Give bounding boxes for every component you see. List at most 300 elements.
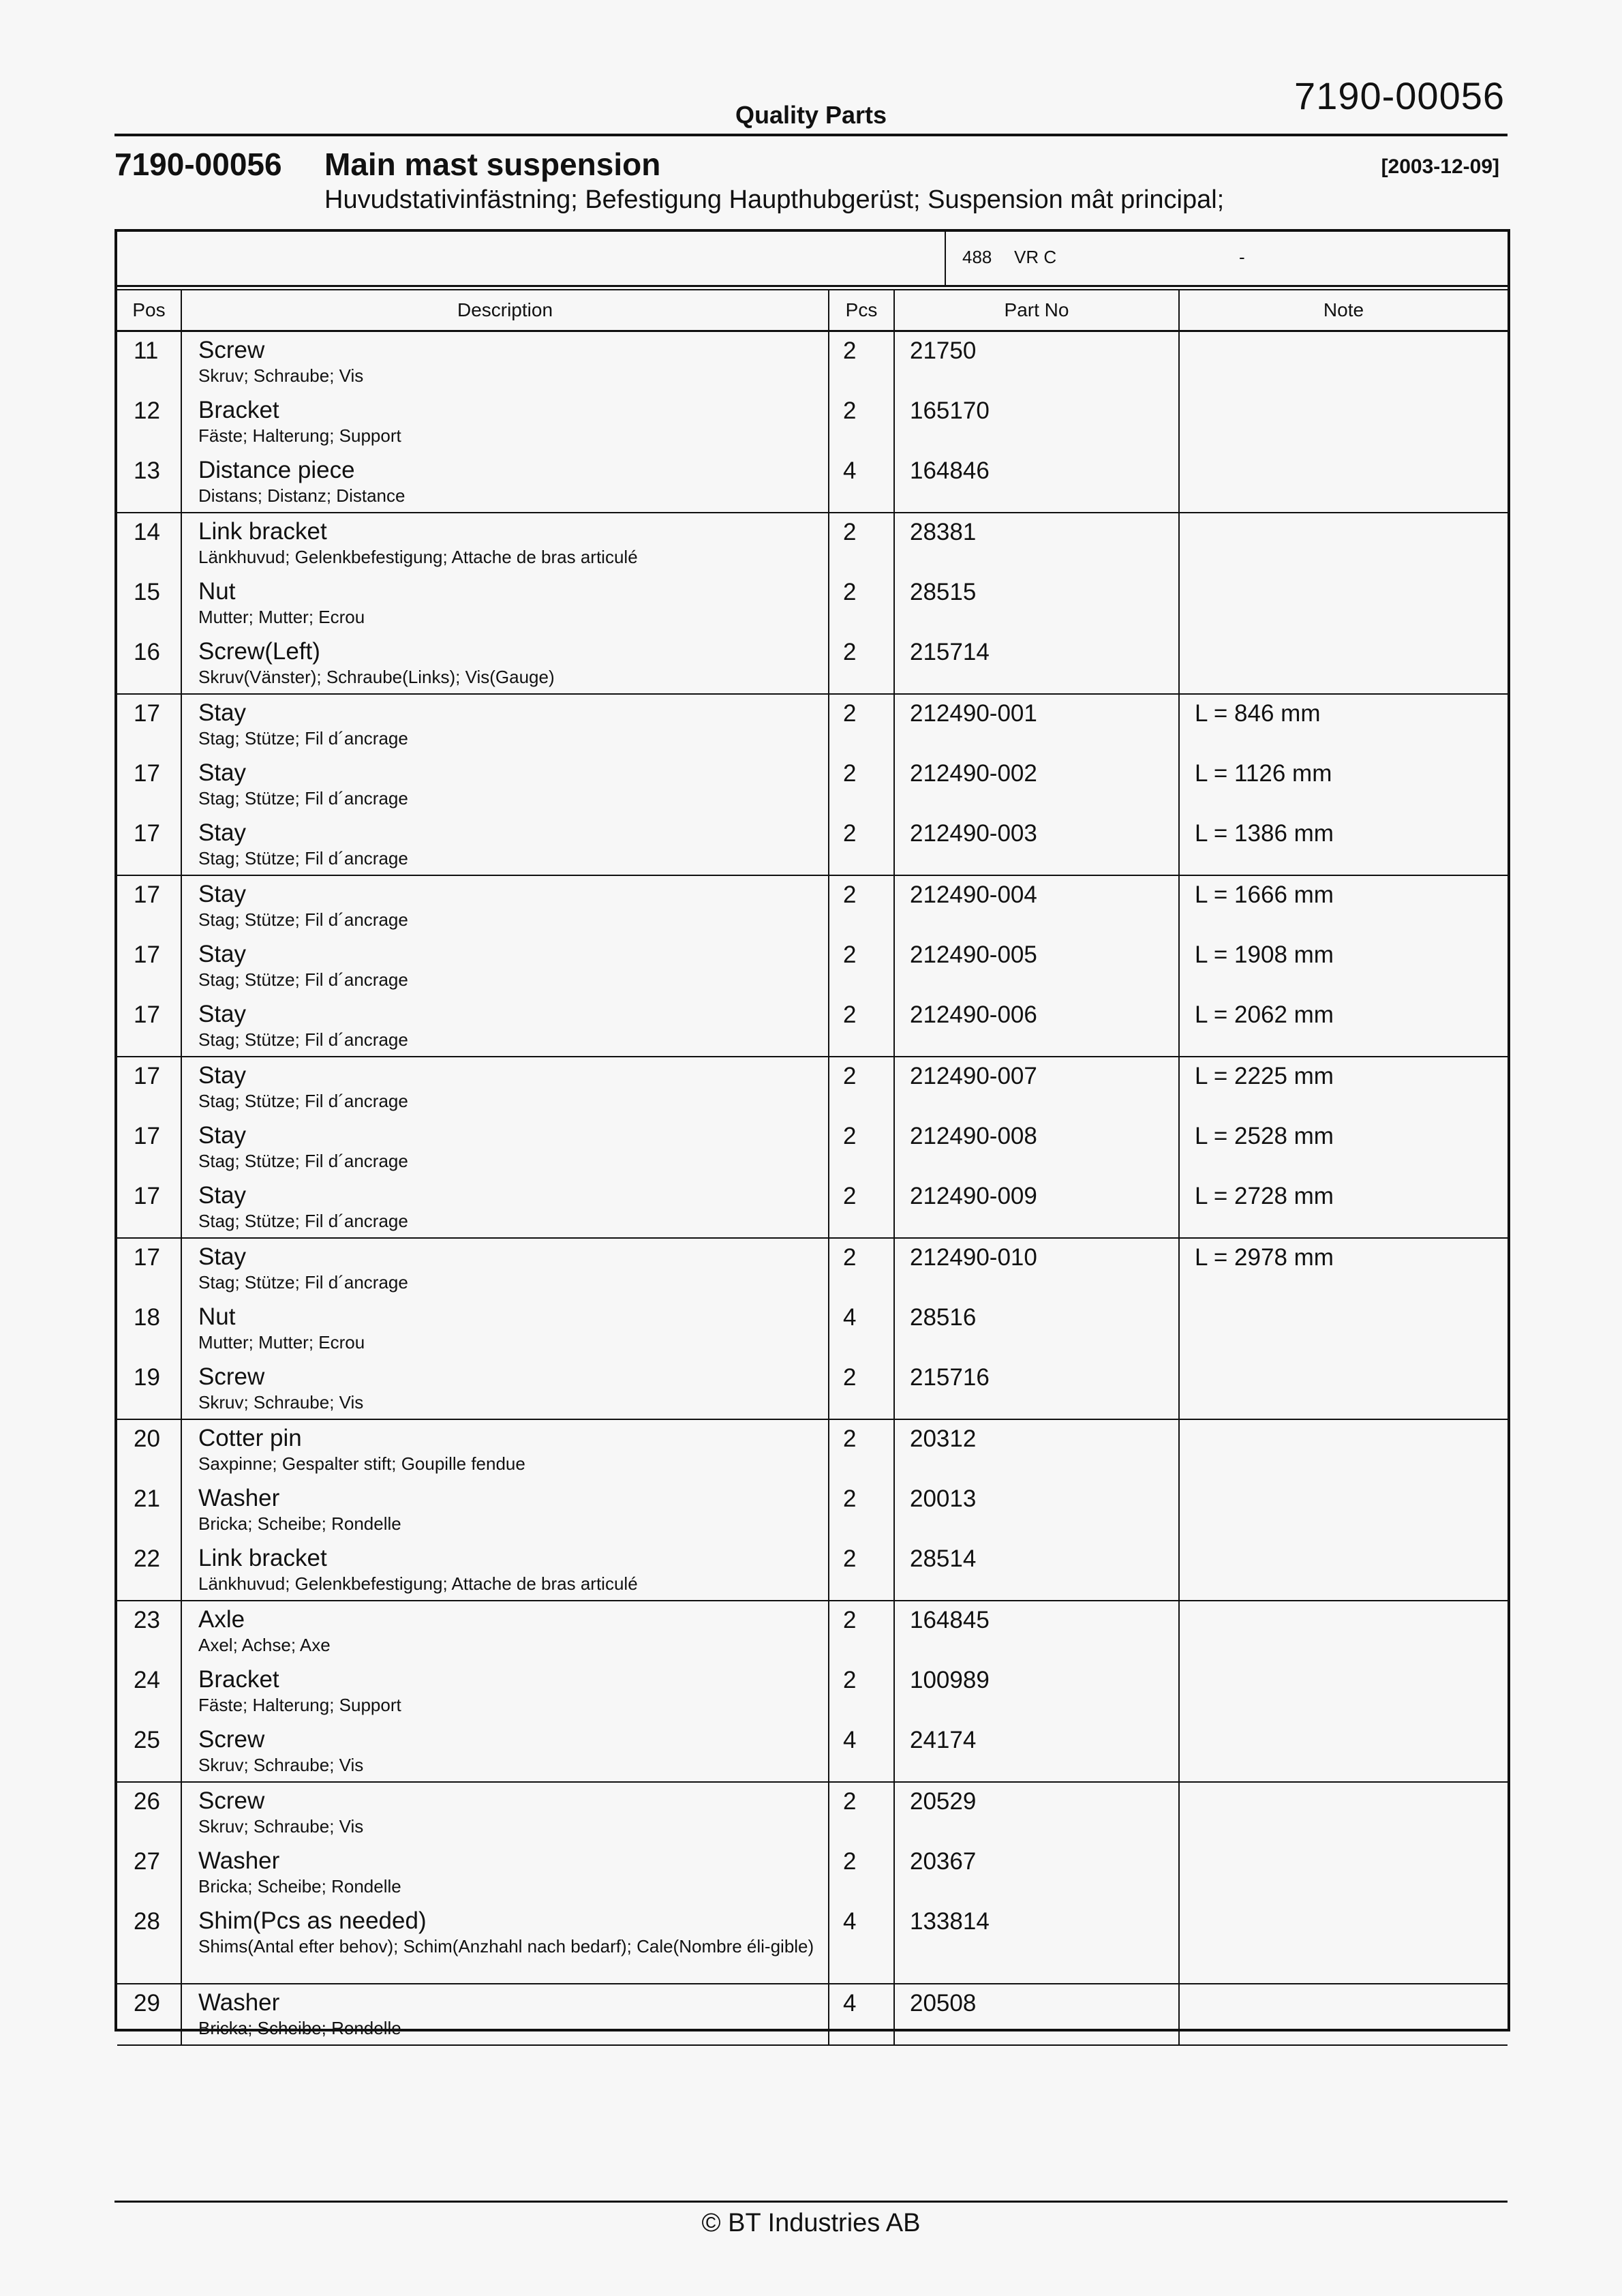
part-note-cell — [1179, 392, 1508, 452]
part-pos-cell — [117, 513, 181, 573]
part-description-cell — [181, 1601, 829, 1661]
part-quantity-cell — [829, 875, 894, 936]
part-translation: Axel; Achse; Axe — [198, 1635, 331, 1655]
part-number-cell — [894, 1540, 1179, 1601]
part-quantity-cell — [829, 1721, 894, 1782]
part-description-cell — [181, 1540, 829, 1601]
table-row — [117, 1601, 1508, 1661]
part-pos-cell — [117, 452, 181, 513]
part-quantity-cell — [829, 1540, 894, 1601]
part-number: 212490-010 — [910, 1244, 1037, 1271]
part-note: L = 1908 mm — [1195, 941, 1334, 968]
footer-copyright: © BT Industries AB — [701, 2209, 921, 2237]
table-row — [117, 1661, 1508, 1721]
page-subtitle: Huvudstativinfästning; Befestigung Haupthubgerüst; Suspension mât principal; — [324, 185, 1225, 214]
part-description-cell — [181, 1480, 829, 1540]
part-number-cell — [894, 815, 1179, 875]
part-quantity-cell — [829, 1238, 894, 1299]
part-name: Stay — [198, 881, 247, 907]
part-translation: Shims(Antal efter behov); Schim(Anzhahl nach bedarf); Cale(Nombre éli-gible) — [198, 1936, 814, 1957]
part-translation: Fäste; Halterung; Support — [198, 1695, 401, 1715]
part-quantity-cell — [829, 1419, 894, 1480]
part-note: L = 2225 mm — [1195, 1063, 1334, 1089]
part-number-cell — [894, 694, 1179, 755]
part-description-cell — [181, 996, 829, 1057]
part-number: 212490-007 — [910, 1063, 1037, 1089]
part-translation: Stag; Stütze; Fil d´ancrage — [198, 1151, 408, 1171]
part-quantity: 2 — [843, 1848, 857, 1875]
part-number-cell — [894, 1419, 1179, 1480]
part-translation: Saxpinne; Gespalter stift; Goupille fendue — [198, 1453, 525, 1474]
page-title: Main mast suspension — [324, 147, 661, 182]
part-number: 100989 — [910, 1667, 990, 1693]
part-number: 212490-004 — [910, 881, 1037, 908]
header-divider — [114, 134, 1508, 136]
table-row — [117, 694, 1508, 755]
part-pos-cell — [117, 1721, 181, 1782]
part-pos-cell — [117, 573, 181, 633]
title-number: 7190-00056 — [114, 147, 282, 182]
part-translation: Bricka; Scheibe; Rondelle — [198, 1876, 401, 1897]
part-number-cell — [894, 1661, 1179, 1721]
part-description-cell — [181, 573, 829, 633]
part-quantity-cell — [829, 815, 894, 875]
part-note — [1180, 633, 1508, 639]
part-note-cell — [1179, 452, 1508, 513]
part-translation: Stag; Stütze; Fil d´ancrage — [198, 969, 408, 990]
part-note-cell — [1179, 1299, 1508, 1359]
part-pos: 14 — [134, 519, 160, 545]
part-pos-cell — [117, 694, 181, 755]
part-translation: Stag; Stütze; Fil d´ancrage — [198, 909, 408, 930]
part-pos: 17 — [134, 1183, 160, 1209]
part-quantity: 2 — [843, 820, 857, 847]
part-quantity: 2 — [843, 639, 857, 665]
part-description-cell — [181, 452, 829, 513]
part-pos-cell — [117, 1601, 181, 1661]
part-note-cell — [1179, 633, 1508, 694]
part-quantity: 2 — [843, 760, 857, 787]
part-name: Link bracket — [198, 1545, 327, 1571]
part-description-cell — [181, 1903, 829, 1984]
part-name: Washer — [198, 1847, 280, 1874]
part-number-cell — [894, 1177, 1179, 1238]
part-number: 21750 — [910, 337, 977, 364]
table-row — [117, 452, 1508, 513]
part-name: Stay — [198, 1062, 247, 1089]
part-translation: Länkhuvud; Gelenkbefestigung; Attache de bras articulé — [198, 1573, 638, 1594]
part-number: 212490-008 — [910, 1123, 1037, 1149]
table-row — [117, 1419, 1508, 1480]
part-pos-cell — [117, 331, 181, 393]
table-row — [117, 1903, 1508, 1984]
part-translation: Stag; Stütze; Fil d´ancrage — [198, 1211, 408, 1231]
part-number-cell — [894, 513, 1179, 573]
part-pos: 24 — [134, 1667, 160, 1693]
part-number: 215714 — [910, 639, 990, 665]
part-number: 215716 — [910, 1364, 990, 1391]
parts-list — [114, 229, 1510, 2038]
part-quantity-cell — [829, 1177, 894, 1238]
part-name: Screw — [198, 337, 265, 363]
part-pos: 21 — [134, 1485, 160, 1512]
part-quantity-cell — [829, 1903, 894, 1984]
part-name: Washer — [198, 1485, 280, 1511]
part-number-cell — [894, 755, 1179, 815]
part-note-cell — [1179, 1721, 1508, 1782]
part-quantity: 2 — [843, 1063, 857, 1089]
part-quantity-cell — [829, 331, 894, 393]
part-pos: 11 — [134, 337, 159, 364]
part-quantity: 2 — [843, 1123, 857, 1149]
part-note: L = 1666 mm — [1195, 881, 1334, 908]
table-row — [117, 1057, 1508, 1117]
part-description-cell — [181, 875, 829, 936]
part-quantity: 2 — [843, 397, 857, 424]
part-description-cell — [181, 1238, 829, 1299]
part-number-cell — [894, 1721, 1179, 1782]
part-description-cell — [181, 1117, 829, 1177]
part-pos: 17 — [134, 760, 160, 787]
part-pos-cell — [117, 1238, 181, 1299]
part-note — [1180, 1843, 1508, 1848]
part-quantity: 4 — [843, 1727, 857, 1753]
part-description-cell — [181, 1661, 829, 1721]
part-number-cell — [894, 573, 1179, 633]
part-pos-cell — [117, 1299, 181, 1359]
part-translation: Distans; Distanz; Distance — [198, 485, 406, 506]
part-description-cell — [181, 936, 829, 996]
part-number: 212490-002 — [910, 760, 1037, 787]
part-pos-cell — [117, 1057, 181, 1117]
part-note — [1180, 1661, 1508, 1667]
part-number-cell — [894, 1782, 1179, 1843]
part-note — [1180, 1721, 1508, 1727]
part-quantity-cell — [829, 1117, 894, 1177]
table-row — [117, 996, 1508, 1057]
part-translation: Stag; Stütze; Fil d´ancrage — [198, 1029, 408, 1050]
part-pos: 12 — [134, 397, 160, 424]
part-description-cell — [181, 1359, 829, 1419]
part-translation: Mutter; Mutter; Ecrou — [198, 607, 365, 627]
part-pos-cell — [117, 1903, 181, 1984]
table-row — [117, 755, 1508, 815]
part-pos: 27 — [134, 1848, 160, 1875]
part-number-cell — [894, 452, 1179, 513]
part-note-cell — [1179, 513, 1508, 573]
parts-table-body — [117, 331, 1508, 2046]
parts-table — [117, 289, 1508, 2046]
part-quantity-cell — [829, 996, 894, 1057]
part-translation: Länkhuvud; Gelenkbefestigung; Attache de bras articulé — [198, 547, 638, 567]
part-pos-cell — [117, 1480, 181, 1540]
part-number-cell — [894, 1299, 1179, 1359]
part-name: Screw(Left) — [198, 638, 320, 665]
part-pos: 18 — [134, 1304, 160, 1331]
part-name: Washer — [198, 1989, 280, 2016]
part-note-cell — [1179, 1903, 1508, 1984]
part-note — [1180, 392, 1508, 397]
part-number: 133814 — [910, 1908, 990, 1935]
part-note-cell — [1179, 996, 1508, 1057]
part-name: Stay — [198, 1182, 247, 1209]
part-pos: 17 — [134, 1001, 160, 1028]
part-quantity: 2 — [843, 1244, 857, 1271]
table-row — [117, 875, 1508, 936]
part-quantity: 4 — [843, 1908, 857, 1935]
part-name: Cotter pin — [198, 1425, 302, 1451]
model-row — [117, 232, 1508, 287]
part-pos-cell — [117, 1843, 181, 1903]
part-description-cell — [181, 1984, 829, 2045]
part-note: L = 846 mm — [1195, 700, 1321, 727]
part-number-cell — [894, 996, 1179, 1057]
part-quantity: 2 — [843, 1788, 857, 1815]
part-translation: Skruv(Vänster); Schraube(Links); Vis(Gauge) — [198, 667, 555, 687]
part-name: Link bracket — [198, 518, 327, 545]
part-pos: 17 — [134, 941, 160, 968]
part-pos: 17 — [134, 820, 160, 847]
table-row — [117, 1843, 1508, 1903]
part-note-cell — [1179, 936, 1508, 996]
part-number-cell — [894, 633, 1179, 694]
column-header-description: Description — [181, 290, 829, 331]
table-row — [117, 1480, 1508, 1540]
part-number: 165170 — [910, 397, 990, 424]
part-number: 20312 — [910, 1425, 977, 1452]
part-note — [1180, 332, 1508, 337]
part-pos: 16 — [134, 639, 160, 665]
part-quantity-cell — [829, 1661, 894, 1721]
part-description-cell — [181, 1177, 829, 1238]
part-quantity: 4 — [843, 457, 857, 484]
part-note-cell — [1179, 1540, 1508, 1601]
part-quantity-cell — [829, 573, 894, 633]
part-quantity: 2 — [843, 1667, 857, 1693]
table-row — [117, 936, 1508, 996]
table-row — [117, 331, 1508, 393]
part-number: 28381 — [910, 519, 977, 545]
part-note: L = 1126 mm — [1195, 760, 1332, 787]
part-number: 212490-005 — [910, 941, 1037, 968]
part-note — [1180, 1420, 1508, 1425]
part-pos-cell — [117, 1782, 181, 1843]
part-pos: 23 — [134, 1607, 160, 1633]
part-note — [1180, 1359, 1508, 1364]
part-quantity: 2 — [843, 579, 857, 605]
part-translation: Stag; Stütze; Fil d´ancrage — [198, 1091, 408, 1111]
part-number-cell — [894, 1984, 1179, 2045]
part-description-cell — [181, 1057, 829, 1117]
part-number-cell — [894, 331, 1179, 393]
part-quantity-cell — [829, 1480, 894, 1540]
part-note — [1180, 1984, 1508, 1990]
part-pos: 25 — [134, 1727, 160, 1753]
part-translation: Fäste; Halterung; Support — [198, 425, 401, 446]
part-pos: 17 — [134, 1244, 160, 1271]
table-row — [117, 1721, 1508, 1782]
part-description-cell — [181, 1299, 829, 1359]
part-description-cell — [181, 1721, 829, 1782]
part-note — [1180, 1601, 1508, 1607]
table-row — [117, 1782, 1508, 1843]
part-quantity-cell — [829, 513, 894, 573]
part-name: Stay — [198, 1122, 247, 1149]
part-name: Screw — [198, 1787, 265, 1814]
part-note: L = 2062 mm — [1195, 1001, 1334, 1028]
part-pos: 22 — [134, 1545, 160, 1572]
part-name: Stay — [198, 819, 247, 846]
column-header-part-no: Part No — [894, 290, 1179, 331]
table-row — [117, 1117, 1508, 1177]
part-pos-cell — [117, 996, 181, 1057]
part-number-cell — [894, 936, 1179, 996]
part-quantity-cell — [829, 452, 894, 513]
column-header-note: Note — [1179, 290, 1508, 331]
part-note: L = 2978 mm — [1195, 1244, 1334, 1271]
part-translation: Skruv; Schraube; Vis — [198, 1755, 364, 1775]
part-description-cell — [181, 1782, 829, 1843]
part-pos-cell — [117, 633, 181, 694]
part-quantity-cell — [829, 755, 894, 815]
part-description-cell — [181, 392, 829, 452]
part-pos: 29 — [134, 1990, 160, 2016]
part-pos-cell — [117, 755, 181, 815]
part-number: 28515 — [910, 579, 977, 605]
part-name: Nut — [198, 1303, 236, 1330]
part-translation: Stag; Stütze; Fil d´ancrage — [198, 1272, 408, 1293]
part-pos-cell — [117, 815, 181, 875]
part-name: Axle — [198, 1606, 245, 1633]
part-name: Shim(Pcs as needed) — [198, 1907, 427, 1934]
part-number: 20367 — [910, 1848, 977, 1875]
part-pos-cell — [117, 875, 181, 936]
part-quantity: 2 — [843, 1545, 857, 1572]
part-description-cell — [181, 1843, 829, 1903]
part-quantity: 2 — [843, 941, 857, 968]
table-row — [117, 1359, 1508, 1419]
model-code: 488 — [962, 247, 992, 267]
part-pos-cell — [117, 1177, 181, 1238]
part-number-cell — [894, 1057, 1179, 1117]
header-label: Quality Parts — [735, 101, 887, 129]
part-number: 164845 — [910, 1607, 990, 1633]
part-pos-cell — [117, 1419, 181, 1480]
part-pos: 28 — [134, 1908, 160, 1935]
part-translation: Stag; Stütze; Fil d´ancrage — [198, 788, 408, 809]
table-row — [117, 815, 1508, 875]
part-note-cell — [1179, 1177, 1508, 1238]
part-translation: Skruv; Schraube; Vis — [198, 365, 364, 386]
part-note — [1180, 1903, 1508, 1908]
part-name: Screw — [198, 1363, 265, 1390]
part-note-cell — [1179, 1782, 1508, 1843]
table-row — [117, 633, 1508, 694]
part-quantity: 2 — [843, 700, 857, 727]
part-translation: Stag; Stütze; Fil d´ancrage — [198, 848, 408, 868]
table-row — [117, 1540, 1508, 1601]
part-translation: Skruv; Schraube; Vis — [198, 1816, 364, 1837]
part-pos-cell — [117, 1117, 181, 1177]
part-name: Stay — [198, 1243, 247, 1270]
part-quantity: 2 — [843, 1607, 857, 1633]
part-translation: Bricka; Scheibe; Rondelle — [198, 1513, 401, 1534]
part-note-cell — [1179, 1057, 1508, 1117]
part-note: L = 2728 mm — [1195, 1183, 1334, 1209]
column-header-pos: Pos — [117, 290, 181, 331]
part-pos-cell — [117, 1540, 181, 1601]
part-quantity-cell — [829, 1601, 894, 1661]
part-number: 20013 — [910, 1485, 977, 1512]
part-quantity: 2 — [843, 1425, 857, 1452]
part-note-cell — [1179, 1843, 1508, 1903]
part-note — [1180, 1299, 1508, 1304]
part-note-cell — [1179, 1661, 1508, 1721]
part-quantity: 2 — [843, 1485, 857, 1512]
part-quantity: 2 — [843, 1364, 857, 1391]
part-note-cell — [1179, 573, 1508, 633]
part-quantity: 4 — [843, 1990, 857, 2016]
part-number-cell — [894, 1238, 1179, 1299]
part-number-cell — [894, 875, 1179, 936]
part-translation: Mutter; Mutter; Ecrou — [198, 1332, 365, 1353]
part-note: L = 1386 mm — [1195, 820, 1334, 847]
part-note: L = 2528 mm — [1195, 1123, 1334, 1149]
part-note-cell — [1179, 1480, 1508, 1540]
part-number: 20508 — [910, 1990, 977, 2016]
part-name: Nut — [198, 578, 236, 605]
part-number: 212490-003 — [910, 820, 1037, 847]
part-number-cell — [894, 1601, 1179, 1661]
part-quantity-cell — [829, 936, 894, 996]
part-number-cell — [894, 392, 1179, 452]
part-note-cell — [1179, 1601, 1508, 1661]
table-header-row — [117, 290, 1508, 331]
part-number: 20529 — [910, 1788, 977, 1815]
part-quantity-cell — [829, 392, 894, 452]
part-name: Distance piece — [198, 457, 355, 483]
part-description-cell — [181, 694, 829, 755]
table-row — [117, 1984, 1508, 2045]
part-note — [1180, 1480, 1508, 1485]
part-number: 28516 — [910, 1304, 977, 1331]
part-number-cell — [894, 1843, 1179, 1903]
table-row — [117, 513, 1508, 573]
part-number: 212490-009 — [910, 1183, 1037, 1209]
part-number: 24174 — [910, 1727, 977, 1753]
part-number-cell — [894, 1480, 1179, 1540]
table-row — [117, 573, 1508, 633]
footer-divider — [114, 2201, 1508, 2203]
table-row — [117, 392, 1508, 452]
part-quantity: 4 — [843, 1304, 857, 1331]
part-pos: 19 — [134, 1364, 160, 1391]
part-description-cell — [181, 1419, 829, 1480]
part-note — [1180, 1540, 1508, 1545]
part-note — [1180, 1783, 1508, 1788]
part-quantity: 2 — [843, 881, 857, 908]
table-row — [117, 1238, 1508, 1299]
part-name: Stay — [198, 699, 247, 726]
part-translation: Bricka; Scheibe; Rondelle — [198, 2018, 401, 2038]
column-header-pcs: Pcs — [829, 290, 894, 331]
part-pos: 15 — [134, 579, 160, 605]
part-pos-cell — [117, 1661, 181, 1721]
model-name: VR C — [1014, 247, 1057, 267]
table-row — [117, 1177, 1508, 1238]
part-name: Stay — [198, 1001, 247, 1027]
part-quantity-cell — [829, 1843, 894, 1903]
